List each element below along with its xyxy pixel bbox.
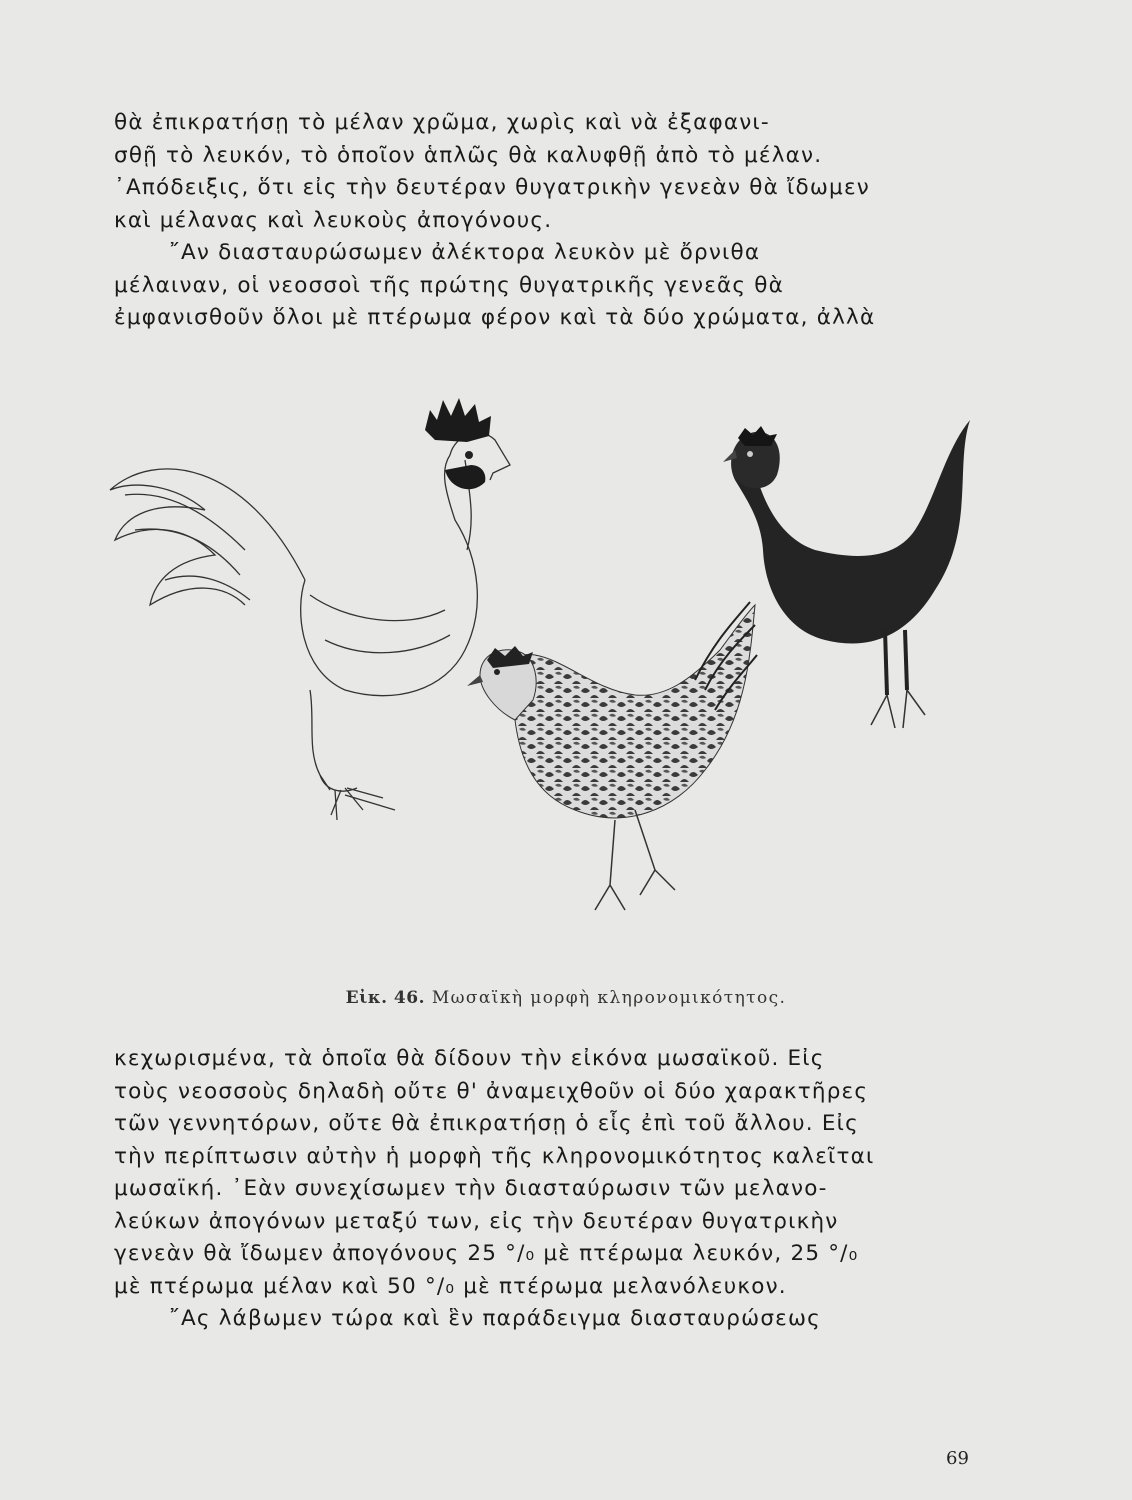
white-rooster-drawing [110, 433, 510, 820]
text-line: σθῇ τὸ λευκόν, τὸ ὁποῖον ἁπλῶς θὰ καλυφθῇ ἀπὸ τὸ μέλαν. [114, 142, 823, 168]
figure-label: Εἰκ. 46. [345, 988, 425, 1008]
text-line: θὰ ἐπικρατήσῃ τὸ μέλαν χρῶμα, χωρὶς καὶ νὰ ἐξαφανι- [114, 110, 770, 135]
text-line: μέλαιναν, οἱ νεοσσοὶ τῆς πρώτης θυγατρικῆς γενεᾶς θὰ [114, 272, 784, 298]
text-line: τὴν περίπτωσιν αὐτὴν ἡ μορφὴ τῆς κληρονομικότητος καλεῖται [114, 1143, 875, 1169]
speckled-hen-drawing [467, 602, 757, 910]
black-hen-drawing [723, 420, 970, 728]
text-line: ᾿Απόδειξις, ὅτι εἰς τὴν δευτέραν θυγατρικὴν γενεὰν θὰ ἴδωμεν [114, 175, 870, 200]
text-line: ῎Αν διασταυρώσωμεν ἀλέκτορα λευκὸν μὲ ὄρνιθα [169, 240, 761, 265]
rooster-comb [425, 398, 491, 442]
paragraph-bottom [114, 1043, 978, 1336]
text-line: ἐμφανισθοῦν ὅλοι μὲ πτέρωμα φέρον καὶ τὰ δύο χρώματα, ἀλλὰ [114, 305, 876, 330]
text-line: λεύκων ἀπογόνων μεταξύ των, εἰς τὴν δευτέραν θυγατρικὴν [114, 1208, 839, 1234]
text-line: μωσαϊκή. ᾿Εὰν συνεχίσωμεν τὴν διασταύρωσιν τῶν μελανο- [114, 1176, 828, 1201]
text-line: τῶν γεννητόρων, οὔτε θὰ ἐπικρατήσῃ ὁ εἷς ἐπὶ τοῦ ἄλλου. Εἰς [114, 1111, 859, 1136]
figure-title: Μωσαϊκὴ μορφὴ κληρονομικότητος. [431, 988, 787, 1008]
text-line: καὶ μέλανας καὶ λευκοὺς ἀπογόνους. [114, 207, 553, 233]
text-line: μὲ πτέρωμα μέλαν καὶ 50 °/₀ μὲ πτέρωμα μελανόλευκον. [114, 1273, 787, 1299]
text-line: γενεὰν θὰ ἴδωμεν ἀπογόνους 25 °/₀ μὲ πτέρωμα λευκόν, 25 °/₀ [114, 1241, 859, 1266]
paragraph-top [114, 107, 978, 335]
text-line: ῎Ας λάβωμεν τώρα καὶ ἓν παράδειγμα διασταυρώσεως [169, 1306, 821, 1331]
text-line: τοὺς νεοσσοὺς δηλαδὴ οὔτε θ' ἀναμειχθοῦν οἱ δύο χαρακτῆρες [114, 1078, 869, 1104]
text-line: κεχωρισμένα, τὰ ὁποῖα θὰ δίδουν τὴν εἰκόνα μωσαϊκοῦ. Εἰς [114, 1046, 825, 1071]
figure-caption [0, 988, 1132, 1008]
page-number: 69 [946, 1448, 969, 1469]
rooster-wattle [445, 465, 485, 489]
chicken-illustration [95, 390, 995, 970]
